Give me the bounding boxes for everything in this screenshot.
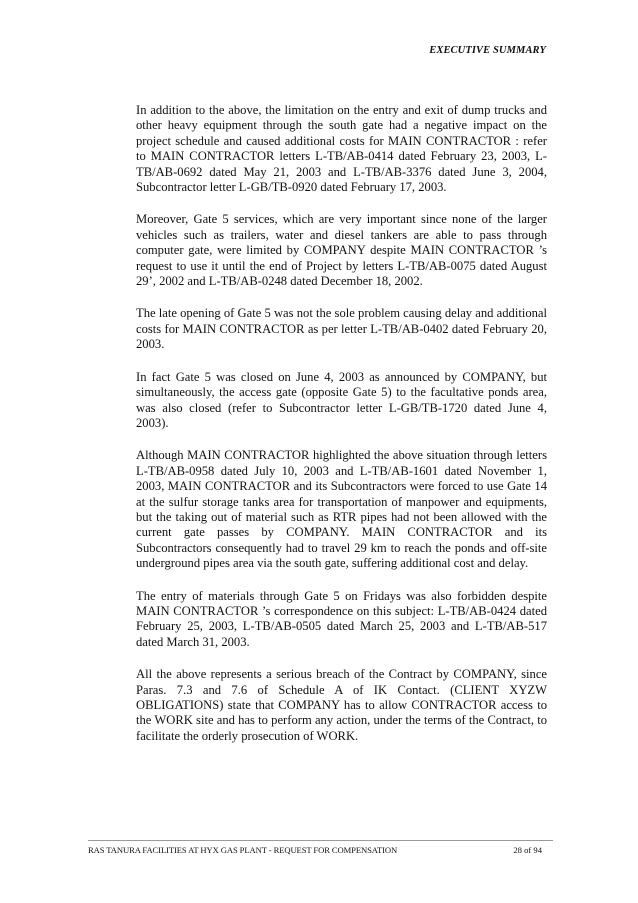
paragraph-gate14-usage: Although MAIN CONTRACTOR highlighted the above situation through letters L-TB/AB-0958 dated July 10, 2003 and L-TB/AB-1601 dated November 1, 2003, MAIN CONTRACTOR and its Subcontractors were forced to use Gate 14 at the sulfur storage tanks area for transportation of manpower and equipments, but the taking out of material such as RTR pipes had not been allowed with the current gate passes by COMPANY. MAIN CONTRACTOR and its Subcontractors consequently had to travel 29 km to reach the ponds and off-site underground pipes area via the south gate, suffering additional cost and delay. bbox=[136, 448, 547, 571]
document-body bbox=[136, 103, 547, 761]
footer-divider bbox=[88, 840, 553, 841]
paragraph-gate-restrictions: In addition to the above, the limitation on the entry and exit of dump trucks and other heavy equipment through the south gate had a negative impact on the project schedule and caused additional costs for MAIN CONTRACTOR : refer to MAIN CONTRACTOR letters L-TB/AB-0414 dated February 23, 2003, L-TB/AB-0692 dated May 21, 2003 and L-TB/AB-3376 dated June 3, 2004, Subcontractor letter L-GB/TB-0920 dated February 17, 2003. bbox=[136, 103, 547, 195]
paragraph-friday-entry: The entry of materials through Gate 5 on Fridays was also forbidden despite MAIN CONTRACTOR ’s correspondence on this subject: L-TB/AB-0424 dated February 25, 2003, L-TB/AB-0505 dated March 25, 2003 and L-TB/AB-517 dated March 31, 2003. bbox=[136, 588, 547, 649]
paragraph-gate5-closed: In fact Gate 5 was closed on June 4, 2003 as announced by COMPANY, but simultaneously, the access gate (opposite Gate 5) to the facultative ponds area, was also closed (refer to Subcontractor letter L-GB/TB-1720 dated June 4, 2003). bbox=[136, 369, 547, 430]
section-header: EXECUTIVE SUMMARY bbox=[429, 45, 546, 56]
footer-document-title: RAS TANURA FACILITIES AT HYX GAS PLANT - REQUEST FOR COMPENSATION bbox=[88, 845, 398, 855]
paragraph-late-opening: The late opening of Gate 5 was not the sole problem causing delay and additional costs for MAIN CONTRACTOR as per letter L-TB/AB-0402 dated February 20, 2003. bbox=[136, 306, 547, 352]
footer-page-number: 28 of 94 bbox=[513, 845, 542, 855]
paragraph-gate5-services: Moreover, Gate 5 services, which are very important since none of the larger vehicles such as trailers, water and diesel tankers are able to pass through computer gate, were limited by COMPANY despite MAIN CONTRACTOR ’s request to use it until the end of Project by letters L-TB/AB-0075 dated August 29’, 2002 and L-TB/AB-0248 dated December 18, 2002. bbox=[136, 212, 547, 289]
paragraph-contract-breach: All the above represents a serious breach of the Contract by COMPANY, since Paras. 7.3 and 7.6 of Schedule A of IK Contact. (CLIENT XYZW OBLIGATIONS) state that COMPANY has to allow CONTRACTOR access to the WORK site and has to perform any action, under the terms of the Contract, to facilitate the orderly prosecution of WORK. bbox=[136, 667, 547, 743]
